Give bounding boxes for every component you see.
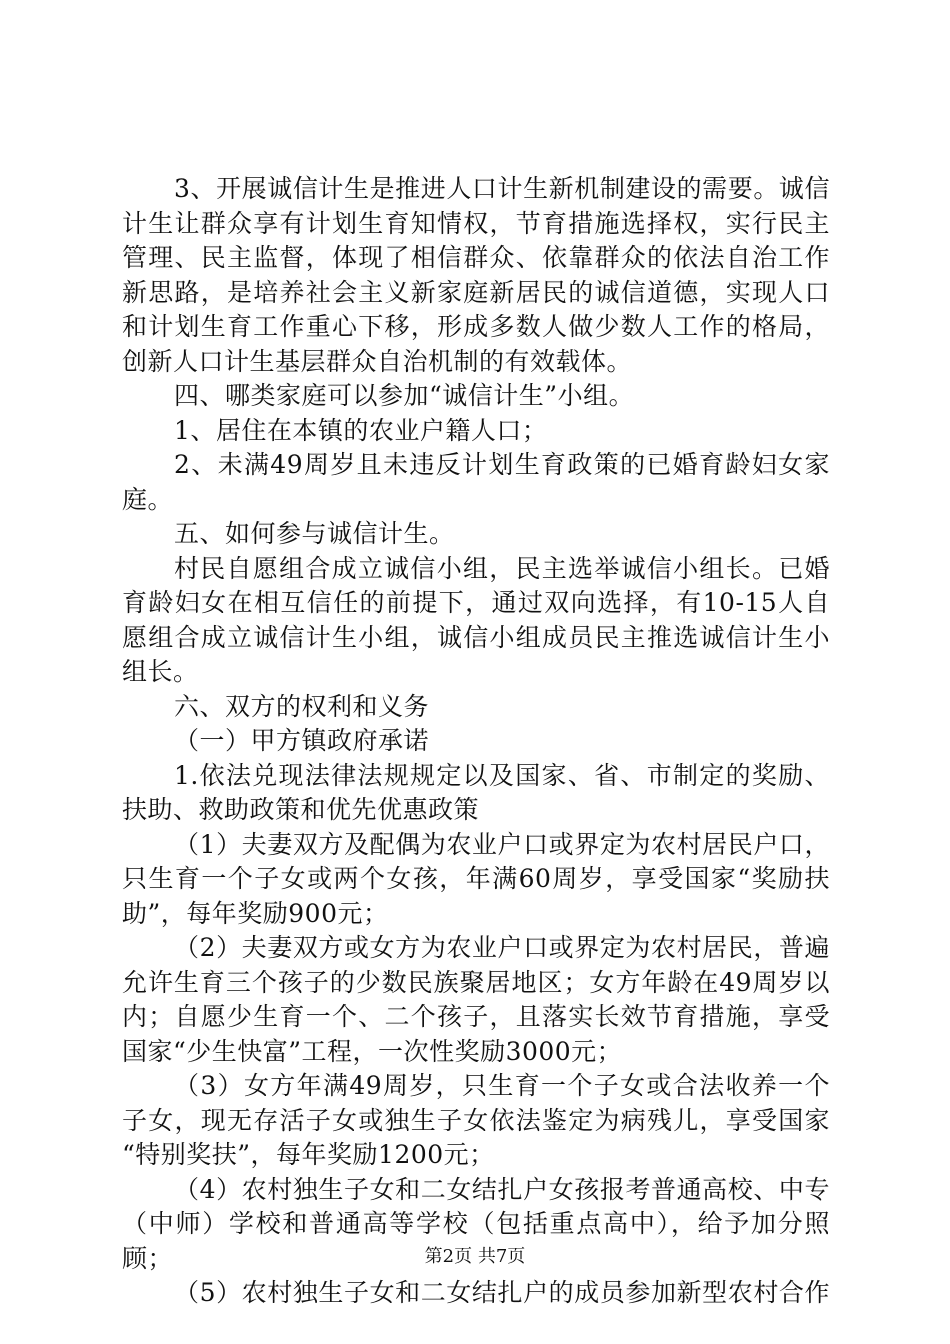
text-line: 和计划生育工作重心下移，形成多数人做少数人工作的格局， (122, 312, 830, 341)
paragraph-5 (122, 552, 830, 690)
text-line: 计生让群众享有计划生育知情权，节育措施选择权，实行民主 (122, 208, 830, 238)
text-line: 允许生育三个孩子的少数民族聚居地区；女方年龄在49周岁以 (122, 967, 830, 997)
text-line: 村民自愿组合成立诚信小组，民主选举诚信小组长。已婚 (174, 553, 830, 583)
heading-6-1 (122, 724, 830, 759)
text-line: （5）农村独生子女和二女结扎户的成员参加新型农村合作 (174, 1278, 830, 1307)
text-line: （3）女方年满49周岁，只生育一个子女或合法收养一个 (174, 1071, 830, 1100)
text-line: 创新人口计生基层群众自治机制的有效载体。 (122, 346, 633, 376)
sub-item-1 (122, 828, 830, 932)
text-line: 管理、民主监督，体现了相信群众、依靠群众的依法自治工作 (122, 243, 830, 272)
text-line: 助”，每年奖励900元； (122, 898, 389, 928)
sub-item-5 (122, 1276, 830, 1311)
text-line: 子女，现无存活子女或独生子女依法鉴定为病残儿，享受国家 (122, 1105, 830, 1135)
page-number-footer: 第2页 共7页 (424, 1246, 526, 1267)
heading-4 (122, 379, 830, 414)
sub-item-3 (122, 1069, 830, 1173)
text-line: 五、如何参与诚信计生。 (174, 519, 455, 548)
paragraph-3-integrity (122, 172, 830, 379)
text-line: 国家“少生快富”工程，一次性奖励3000元； (122, 1036, 623, 1066)
text-line: 愿组合成立诚信计生小组，诚信小组成员民主推选诚信计生小 (122, 622, 830, 652)
text-line: 组长。 (122, 657, 199, 686)
heading-5 (122, 517, 830, 552)
heading-6 (122, 690, 830, 725)
text-line: （一）甲方镇政府承诺 (174, 726, 430, 755)
item-4-1 (122, 414, 830, 449)
item-6-1-1 (122, 759, 830, 828)
text-line: 1.依法兑现法律法规规定以及国家、省、市制定的奖励、 (174, 760, 830, 790)
item-4-2 (122, 448, 830, 517)
document-body (122, 172, 830, 1311)
text-line: 六、双方的权利和义务 (174, 691, 430, 721)
text-line: 庭。 (122, 484, 174, 514)
text-line: 1、居住在本镇的农业户籍人口； (174, 415, 548, 445)
text-line: 内；自愿少生育一个、二个孩子，且落实长效节育措施，享受 (122, 1002, 830, 1031)
sub-item-2 (122, 931, 830, 1069)
text-line: 新思路，是培养社会主义新家庭新居民的诚信道德，实现人口 (122, 277, 830, 307)
text-line: 2、未满49周岁且未违反计划生育政策的已婚育龄妇女家 (174, 450, 830, 479)
text-line: 育龄妇女在相互信任的前提下，通过双向选择，有10-15人自 (122, 588, 830, 617)
text-line: 顾； (122, 1243, 174, 1273)
text-line: （1）夫妻双方及配偶为农业户口或界定为农村居民户口， (174, 829, 830, 859)
text-line: 3、开展诚信计生是推进人口计生新机制建设的需要。诚信 (174, 174, 830, 203)
text-line: （2）夫妻双方或女方为农业户口或界定为农村居民，普遍 (174, 933, 830, 962)
text-line: 扶助、救助政策和优先优惠政策 (122, 795, 480, 824)
text-line: “特别奖扶”，每年奖励1200元； (122, 1140, 495, 1169)
text-line: （4）农村独生子女和二女结扎户女孩报考普通高校、中专 (174, 1174, 830, 1204)
text-line: 四、哪类家庭可以参加“诚信计生”小组。 (174, 381, 635, 410)
text-line: 只生育一个子女或两个女孩，年满60周岁，享受国家“奖励扶 (122, 864, 830, 893)
text-line: （中师）学校和普通高等学校（包括重点高中），给予加分照 (122, 1209, 830, 1238)
